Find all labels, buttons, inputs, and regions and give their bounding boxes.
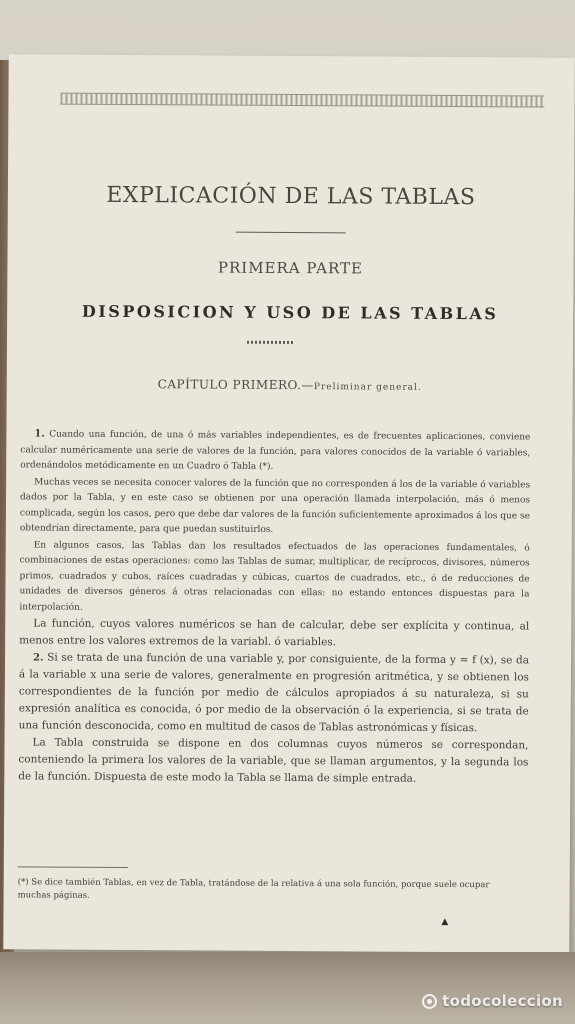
chapter-subtitle: Preliminar general.	[313, 382, 422, 393]
page-title: EXPLICACIÓN DE LAS TABLAS	[106, 182, 476, 211]
footnote-rule	[18, 866, 128, 868]
title-rule	[236, 232, 346, 234]
paragraph: Muchas veces se necesita conocer valores de la función que no corresponden á los de la variable ó variables dados por la Tabla, y en este caso se obtienen por una operación llamada interpolación, más ó menos complicada, según los casos, pero que debe dar valores de la función suficientemente aproximados á los que se obtendrían directamente, para que puedan sustituirlos.	[19, 476, 531, 535]
todocoleccion-logo-icon	[422, 994, 437, 1009]
watermark	[422, 992, 563, 1010]
body-text	[18, 426, 530, 788]
paragraph: 1. Cuando una función, de una ó más variables independientes, es de frecuentes aplicaciones, conviene calcular numéricamente una serie de valores de la función, para valores conocidos de la variable ó variables, ordenándolos metódicamente en un Cuadro ó Tabla (*).	[20, 428, 531, 472]
book-page	[3, 54, 574, 952]
footnote-text: (*) Se dice también Tablas, en vez de Tabla, tratándose de la relativa á una sola función, porque suele ocupar muchas páginas.	[17, 877, 490, 901]
footnote	[18, 876, 518, 905]
paragraph: En algunos casos, las Tablas dan los resultados efectuados de las operaciones fundamentales, ó combinaciones de estas operaciones: como las Tablas de sumar, multiplicar, de recíprocos, divisores, números primos, cuadrados y cubos, raíces cuadradas y cúbicas, cuartos de cuadrados, etc., ó de reducciones de unidades de diversos géneros á otras relacionadas con ellas: no estando entonces dispuestas para la interpolación.	[19, 539, 530, 613]
paragraph: 2. Si se trata de una función de una variable y, por consiguiente, de la forma y = f (x), se da á la variable x una serie de valores, generalmente en progresión aritmética, y se obtienen los correspondientes de la función por medio de cálculos apropiados á su naturaleza, si su expresión analítica es conocida, ó por medio de la observación ó la experiencia, si se trata de una función desconocida, como en multitud de casos de Tablas astronómicas y físicas.	[18, 651, 530, 735]
chapter-heading	[7, 376, 573, 393]
bottom-shadow	[0, 952, 575, 1024]
watermark-text: todocoleccion	[442, 992, 563, 1010]
chapter-main: CAPÍTULO PRIMERO.—	[157, 377, 315, 393]
signature-mark: ▲	[441, 916, 449, 927]
section-heading: DISPOSICION Y USO DE LAS TABLAS	[81, 301, 499, 324]
section-ornament	[247, 341, 293, 344]
paragraph: La función, cuyos valores numéricos se han de calcular, debe ser explícita y continua, al menos entre los valores extremos de la variabl. ó variables.	[19, 617, 530, 649]
part-subtitle: PRIMERA PARTE	[217, 258, 364, 278]
header-ornament	[60, 93, 544, 108]
paragraph: La Tabla construida se dispone en dos columnas cuyos números se correspondan, conteniendo la primera los valores de la variable, que se llaman argumentos, y la segunda los de la función. Dispuesta de este modo la Tabla se llama de simple entrada.	[18, 736, 529, 785]
